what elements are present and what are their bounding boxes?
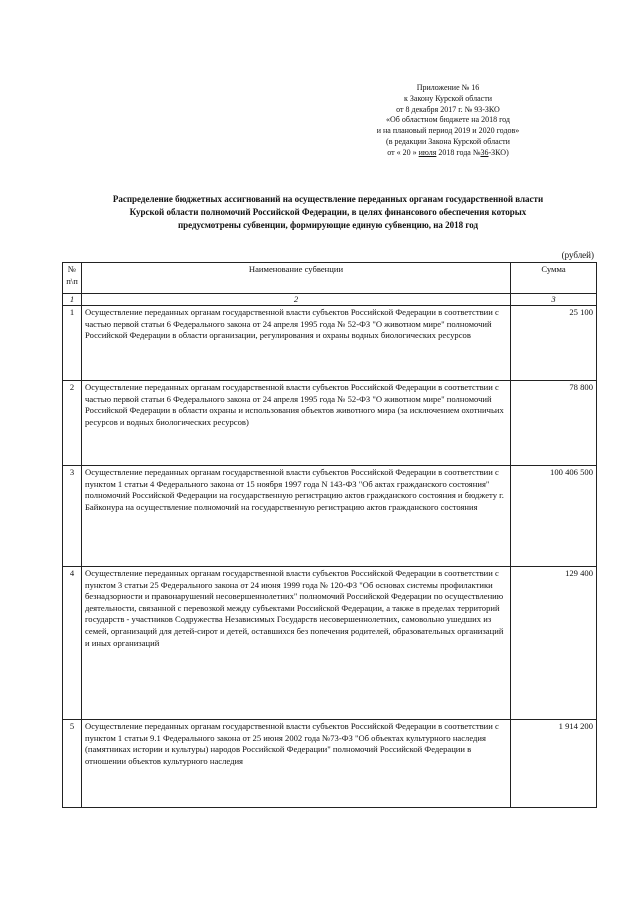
table-header-row bbox=[63, 263, 597, 294]
row-num: 5 bbox=[63, 720, 82, 808]
index-sum: 3 bbox=[511, 294, 597, 306]
row-sum: 100 406 500 bbox=[511, 466, 597, 567]
table-index-row bbox=[63, 294, 597, 306]
row-sum: 129 400 bbox=[511, 567, 597, 720]
table-row bbox=[63, 567, 597, 720]
document-title bbox=[60, 193, 596, 232]
header-num: № п\п bbox=[63, 263, 82, 294]
table-row bbox=[63, 720, 597, 808]
title-line: предусмотрены субвенции, формирующие единую субвенцию, на 2018 год bbox=[177, 220, 479, 230]
appendix-date-line bbox=[318, 148, 578, 159]
row-name: Осуществление переданных органам государственной власти субъектов Российской Федерации в соответствии с пунктом 1 статьи 9.1 Федерального закона от 25 июня 2002 года №73-ФЗ "Об объектах культурного наследия (памятниках истории и культуры) народов Российской Федерации" полномочий Российской Федерации в отношении объектов культурного наследия bbox=[82, 720, 511, 808]
appendix-date-month: июля bbox=[418, 147, 437, 157]
index-num: 1 bbox=[63, 294, 82, 306]
row-num: 2 bbox=[63, 381, 82, 466]
appendix-line: (в редакции Закона Курской области bbox=[386, 136, 510, 146]
appendix-date-prefix: от « 20 » bbox=[387, 147, 417, 157]
appendix-line: от 8 декабря 2017 г. № 93-ЗКО bbox=[396, 104, 500, 114]
units-label: (рублей) bbox=[561, 250, 594, 260]
appendix-line: Приложение № 16 bbox=[416, 83, 480, 92]
table-row bbox=[63, 306, 597, 381]
row-num: 4 bbox=[63, 567, 82, 720]
row-num: 1 bbox=[63, 306, 82, 381]
index-name: 2 bbox=[82, 294, 511, 306]
appendix-header bbox=[318, 83, 578, 159]
table-row bbox=[63, 466, 597, 567]
row-sum: 78 800 bbox=[511, 381, 597, 466]
row-num: 3 bbox=[63, 466, 82, 567]
appendix-date-middle: 2018 года № bbox=[438, 147, 481, 157]
appendix-law-number: 36 bbox=[480, 147, 489, 157]
row-name: Осуществление переданных органам государственной власти субъектов Российской Федерации в соответствии с пунктом 3 статьи 25 Федерального закона от 24 июня 1999 года № 120-ФЗ "Об основах системы профилактики безнадзорности и правонарушений несовершеннолетних" полномочий Российской Федерации по осуществлению деятельности, связанной с перевозкой между субъектами Российской Федерации, а также в пределах территорий государств - участников Содружества Независимых Государств несовершеннолетних, самовольно ушедших из семей, организаций для детей-сирот и детей, оставшихся без попечения родителей, образовательных организаций и иных организаций bbox=[82, 567, 511, 720]
title-line: Распределение бюджетных ассигнований на осуществление переданных органам государственной власти bbox=[112, 194, 544, 204]
appendix-line: к Закону Курской области bbox=[404, 93, 492, 103]
header-sum: Сумма bbox=[511, 263, 597, 294]
table-row bbox=[63, 381, 597, 466]
appendix-date-suffix: -ЗКО) bbox=[488, 147, 509, 157]
row-name: Осуществление переданных органам государственной власти субъектов Российской Федерации в соответствии с пунктом 1 статьи 4 Федерального закона от 15 ноября 1997 года N 143-ФЗ "Об актах гражданского состояния" полномочий Российской Федерации на государственную регистрацию актов гражданского состояния и бюджету г. Байконура на осуществление полномочий на государственную регистрацию актов гражданского состояния bbox=[82, 466, 511, 567]
appendix-line: «Об областном бюджете на 2018 год bbox=[386, 115, 510, 125]
subventions-table bbox=[62, 262, 597, 808]
row-sum: 25 100 bbox=[511, 306, 597, 381]
appendix-line: и на плановый период 2019 и 2020 годов» bbox=[376, 126, 520, 136]
row-name: Осуществление переданных органам государственной власти субъектов Российской Федерации в соответствии с частью первой статьи 6 Федерального закона от 24 апреля 1995 года № 52-ФЗ "О животном мире" полномочий Российской Федерации в области организации, регулирования и охраны водных биологических ресурсов bbox=[82, 306, 511, 381]
title-line: Курской области полномочий Российской Федерации, в целях финансового обеспечения которых bbox=[129, 207, 527, 217]
row-sum: 1 914 200 bbox=[511, 720, 597, 808]
header-name: Наименование субвенции bbox=[82, 263, 511, 294]
row-name: Осуществление переданных органам государственной власти субъектов Российской Федерации в соответствии с частью первой статьи 6 Федерального закона от 24 апреля 1995 года № 52-ФЗ "О животном мире" полномочий Российской Федерации в области охраны и использования объектов животного мира (за исключением охотничьих ресурсов и водных биологических ресурсов) bbox=[82, 381, 511, 466]
